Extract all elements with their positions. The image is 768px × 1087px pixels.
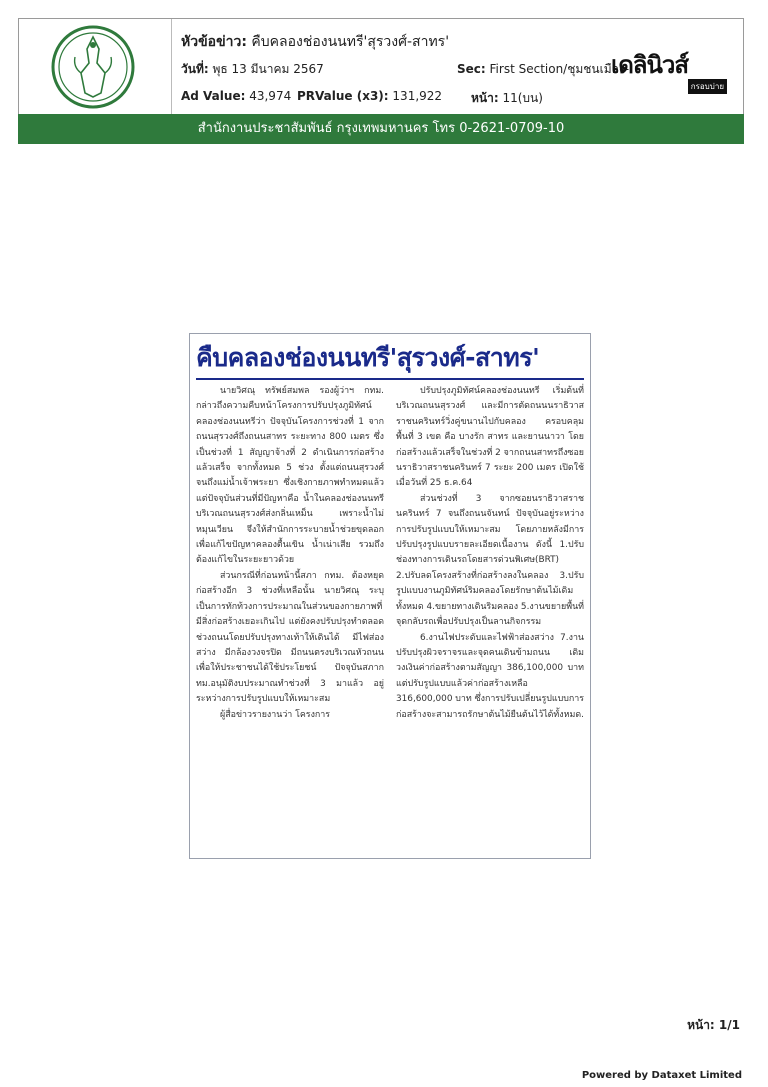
page-label: หน้า: (471, 91, 499, 105)
page-value: 11(บน) (502, 91, 543, 105)
bma-seal-icon (47, 23, 139, 111)
pr-value-row (297, 89, 442, 103)
topic-label: หัวข้อข่าว: (181, 34, 247, 50)
clipping-header (18, 18, 744, 116)
ad-value: 43,974 (249, 89, 292, 103)
news-clipping (189, 333, 591, 859)
article-headline: คืบคลองช่องนนทรี'สุรวงศ์-สาทร' (196, 343, 540, 372)
contact-banner: สำนักงานประชาสัมพันธ์ กรุงเทพมหานคร โทร 0-2621-0709-10 (18, 114, 744, 144)
page-row (471, 89, 543, 108)
section-value: First Section/ชุมชนเมือง- (489, 62, 630, 76)
newspaper-logo (611, 39, 737, 99)
pr-value: 131,922 (392, 89, 443, 103)
pr-value-label: PRValue (x3): (297, 89, 389, 103)
topic-value: คืบคลองช่องนนทรี'สุรวงศ์-สาทร' (251, 34, 450, 50)
paragraph: ปรับปรุงภูมิทัศน์คลองช่องนนทรี เริ่มต้นที่บริเวณถนนสุรวงศ์ และมีการตัดถนนนราธิวาสราชนครินทร์วิ่งคู่ขนานไปกับคลอง ครอบคลุมพื้นที่ 3 เขต คือ บางรัก สาทร และยานนาวา โดยก่อสร้างแล้วเสร็จในช่วงที่ 2 จากถนนสาทรถึงซอยนราธิวาสราชนครินทร์ 7 ระยะ 200 เมตร เปิดใช้เมื่อวันที่ 25 ธ.ค.64 (396, 386, 584, 489)
paragraph: 6.งานไฟประดับและไฟฟ้าส่องสว่าง 7.งานปรับปรุงผิวจราจรและจุดคนเดินข้ามถนน เดิมวงเงินค่าก่อสร้างตามสัญญา 386,100,000 บาท แต่ปรับรูปแบบแล้วค่าก่อสร้างเหลือ 316,600,000 บาท ซึ่งการปรับเปลี่ยนรูปแบบการก่อสร้างจะสามารถรักษาต้นไม้ยืนต้นไว้ได้ทั้งหมด. (396, 632, 584, 720)
page-counter: หน้า: 1/1 (687, 1018, 740, 1032)
ad-value-row (181, 89, 291, 103)
newspaper-edition: กรอบบ่าย (688, 79, 727, 94)
powered-by: Powered by Dataxet Limited (581, 1070, 742, 1081)
paragraph: นายวิศณุ ทรัพย์สมพล รองผู้ว่าฯ กทม. กล่าวถึงความคืบหน้าโครงการปรับปรุงภูมิทัศน์คลองช่องนนทรีว่า ปัจจุบันโครงการช่วงที่ 1 จากถนนสุรวงศ์ถึงถนนสาทร ระยะทาง 800 เมตร ซึ่งเป็นช่วงที่ 1 สัญญาจ้างที่ 2 ดำเนินการก่อสร้างแล้วเสร็จ จากทั้งหมด 5 ช่วง ตั้งแต่ถนนสุรวงศ์จนถึงแม่น้ำเจ้าพระยา ซึ่งเชิงกายภาพทำหมดแล้ว แต่ปัจจุบันส่วนที่มีปัญหาคือ น้ำในคลองช่องนนทรี บริเวณถนนสุรวงศ์ส่งกลิ่นเหม็น เพราะน้ำไม่หมุนเวียน จึงให้สำนักการระบายน้ำช่วยขุดลอก เพื่อแก้ไขปัญหาคลองตื้นเขิน น้ำเน่าเสีย รวมถึงต้องแก้ไขในระยะยาวด้วย (196, 386, 384, 566)
paragraph: ส่วนช่วงที่ 3 จากซอยนราธิวาสราชนครินทร์ 7 จนถึงถนนจันทน์ ปัจจุบันอยู่ระหว่างการปรับรูปแบบให้เหมาะสม โดยภายหลังมีการปรับปรุงรูปแบบรายละเอียดเนื้องาน ดังนี้ 1.ปรับช่องทางการเดินรถโดยสารด่วนพิเศษ(BRT) 2.ปรับลดโครงสร้างที่ก่อสร้างลงในคลอง 3.ปรับรูปแบบงานภูมิทัศน์ริมคลองโดยรักษาต้นไม้เดิมทั้งหมด 4.ขยายทางเดินริมคลอง 5.งานขยายพื้นที่จุดกลับรถเพื่อปรับปรุงเป็นลานกิจกรรม (396, 493, 584, 628)
section-label: Sec: (457, 62, 486, 76)
date-value: พุธ 13 มีนาคม 2567 (212, 62, 324, 76)
ad-value-label: Ad Value: (181, 89, 246, 103)
date-row (181, 60, 324, 79)
headline-rule (196, 378, 584, 380)
date-label: วันที่: (181, 62, 209, 76)
article-column-1 (196, 384, 384, 723)
paragraph: ส่วนกรณีที่ก่อนหน้านี้สภา กทม. ต้องหยุดก่อสร้างอีก 3 ช่วงที่เหลือนั้น นายวิศณุ ระบุ เป็นการทักท้วงการประมาณในส่วนของกายภาพที่มีสิ่งก่อสร้างเยอะเกินไป แต่ยังคงปรับปรุงทำตลอดช่วงถนนโดยปรับปรุงทางเท้าให้เดินได้ มีไฟส่องสว่าง มีกล้องวงจรปิด มีถนนตรงบริเวณหัวถนน เพื่อให้ประชาชนได้ใช้ประโยชน์ ปัจจุบันสภากทม.อนุมัติงบประมาณทำช่วงที่ 3 มาแล้ว อยู่ระหว่างการปรับรูปแบบให้เหมาะสม (196, 570, 384, 705)
paragraph: ผู้สื่อข่าวรายงานว่า โครงการ (220, 709, 331, 720)
article-column-2 (396, 384, 584, 723)
clipping-info (181, 19, 630, 115)
topic-row (181, 31, 449, 53)
bma-seal-box (19, 19, 172, 115)
newspaper-name: เดลินิวส์ (611, 51, 689, 79)
section-row (457, 60, 629, 79)
